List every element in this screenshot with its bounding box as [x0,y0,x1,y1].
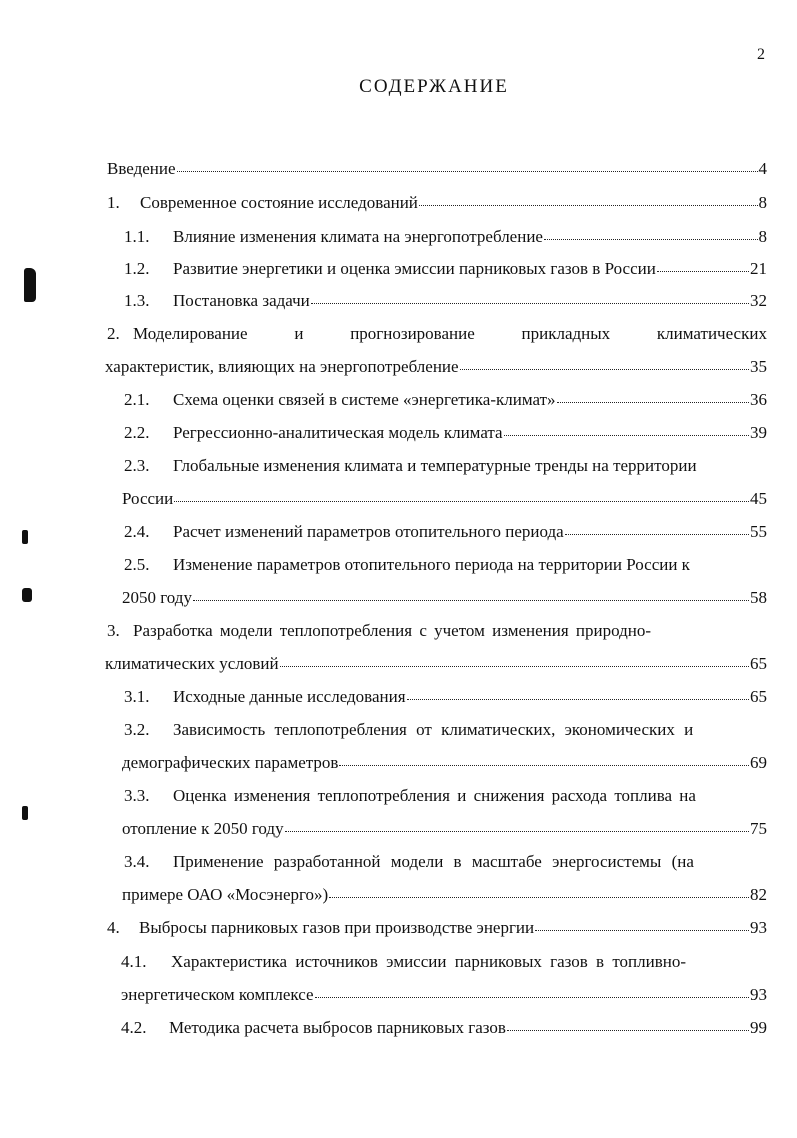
toc-entry-number: 4.2. [121,1018,147,1037]
toc-word: климатических [656,324,767,343]
toc-entry-text: Постановка задачи [173,291,310,310]
toc-leader [315,997,750,998]
scan-mark [22,530,28,544]
page-number: 2 [757,46,765,63]
toc-entry-text: характеристик, влияющих на энергопотребление [105,357,459,376]
toc-page-number: 69 [750,753,767,772]
toc-leader [329,897,749,898]
toc-entry-text: Развитие энергетики и оценка эмиссии парниковых газов в России [173,259,656,278]
toc-word: Моделирование [133,324,248,343]
toc-entry-text: демографических параметров [122,753,339,772]
toc-entry-text: Разработка модели теплопотребления с учетом изменения природно- [133,621,652,640]
toc-page-number: 93 [750,918,767,937]
toc-entry-text: Глобальные изменения климата и температурные тренды на территории [173,456,697,475]
toc-word: прикладных [521,324,611,343]
toc-entry-text: примере ОАО «Мосэнерго») [122,885,329,904]
toc-page-number: 55 [750,522,767,541]
toc-entry-text: Расчет изменений параметров отопительного периода [173,522,564,541]
toc-entry-text [133,325,767,342]
toc-entry-section-2-1[interactable] [124,391,767,408]
toc-entry-number: 1.1. [124,227,150,246]
toc-entry-text: Современное состояние исследований [140,193,418,212]
toc-entry-chapter-1[interactable] [107,194,767,211]
toc-leader [285,831,749,832]
toc-page-number: 8 [758,227,767,246]
toc-entry-section-3-2-line2[interactable] [122,754,767,771]
toc-entry-number: 2.1. [124,390,150,409]
toc-leader [419,205,758,206]
toc-entry-number: 1.2. [124,259,150,278]
toc-leader [174,501,749,502]
toc-leader [280,666,749,667]
toc-word: и [294,324,304,343]
toc-entry-section-4-1-line2[interactable] [121,986,767,1003]
toc-entry-text: Регрессионно-аналитическая модель климата [173,423,503,442]
toc-page-number: 35 [750,357,767,376]
toc-entry-number: 3.1. [124,687,150,706]
toc-leader [565,534,749,535]
toc-entry-chapter-4[interactable] [107,919,767,936]
toc-leader [557,402,750,403]
toc-entry-section-2-5-line2[interactable] [122,589,767,606]
toc-leader [339,765,749,766]
toc-entry-section-1-3[interactable] [124,292,767,309]
toc-leader [177,171,758,172]
toc-page-number: 93 [750,985,767,1004]
toc-entry-section-2-3-line2[interactable] [122,490,767,507]
page-title: СОДЕРЖАНИЕ [359,76,509,97]
toc-entry-section-4-2[interactable] [121,1019,767,1036]
toc-entry-number: 2.2. [124,423,150,442]
toc-entry-section-1-1[interactable] [124,228,767,245]
toc-page-number: 45 [750,489,767,508]
toc-leader [504,435,749,436]
toc-entry-text: климатических условий [105,654,279,673]
toc-leader [193,600,749,601]
toc-entry-text: Зависимость теплопотребления от климатических, экономических и [173,720,694,739]
toc-entry-number: 2. [107,324,120,343]
toc-entry-section-2-4[interactable] [124,523,767,540]
toc-entry-section-4-1-line1[interactable] [121,953,767,970]
toc-entry-chapter-2-line2[interactable] [105,358,767,375]
toc-entry-text: Введение [107,159,176,178]
toc-leader [507,1030,749,1031]
toc-page-number: 21 [750,259,767,278]
toc-entry-number: 1.3. [124,291,150,310]
toc-entry-section-3-4-line2[interactable] [122,886,767,903]
toc-leader [460,369,749,370]
toc-leader [544,239,758,240]
scan-mark [24,268,36,302]
toc-entry-text: Изменение параметров отопительного периода на территории России к [173,555,690,574]
toc-entry-text: России [122,489,174,508]
toc-page-number: 32 [750,291,767,310]
toc-page-number: 99 [750,1018,767,1037]
toc-entry-section-2-5-line1[interactable] [124,556,767,573]
toc-page-number: 75 [750,819,767,838]
toc-entry-chapter-3-line2[interactable] [105,655,767,672]
toc-entry-text: отопление к 2050 году [122,819,284,838]
toc-page-number: 65 [750,654,767,673]
toc-entry-number: 3.2. [124,720,150,739]
toc-page-number: 8 [758,193,767,212]
toc-page-number: 39 [750,423,767,442]
toc-entry-number: 1. [107,193,120,212]
toc-entry-text: Применение разработанной модели в масштабе энергосистемы (на [173,852,694,871]
toc-entry-number: 3.3. [124,786,150,805]
scan-mark [22,806,28,820]
toc-word: прогнозирование [350,324,475,343]
toc-entry-text: Влияние изменения климата на энергопотребление [173,227,543,246]
toc-entry-text: Методика расчета выбросов парниковых газов [169,1018,506,1037]
toc-page-number: 4 [758,159,767,178]
toc-entry-number: 3.4. [124,852,150,871]
toc-entry-number: 2.3. [124,456,150,475]
toc-entry-section-2-2[interactable] [124,424,767,441]
toc-entry-number: 3. [107,621,120,640]
toc-entry-number: 2.5. [124,555,150,574]
toc-leader [657,271,749,272]
toc-leader [311,303,749,304]
toc-entry-number: 4.1. [121,952,147,971]
toc-entry-text: 2050 году [122,588,192,607]
toc-entry-section-3-4-line1[interactable] [124,853,767,870]
toc-entry-chapter-2-line1[interactable] [107,325,767,342]
toc-page-number: 65 [750,687,767,706]
toc-entry-section-3-3-line1[interactable] [124,787,767,804]
toc-entry-text: Схема оценки связей в системе «энергетика-климат» [173,390,556,409]
toc-entry-section-3-3-line2[interactable] [122,820,767,837]
toc-entry-text: Выбросы парниковых газов при производстве энергии [139,918,535,937]
toc-page-number: 82 [750,885,767,904]
toc-page-number: 58 [750,588,767,607]
toc-leader [535,930,749,931]
toc-entry-chapter-3-line1[interactable] [107,622,767,639]
toc-entry-section-1-2[interactable] [124,260,767,277]
toc-entry-section-3-2-line1[interactable] [124,721,767,738]
toc-entry-text: Исходные данные исследования [173,687,406,706]
toc-entry-number: 2.4. [124,522,150,541]
scan-mark [22,588,32,602]
toc-entry-number: 4. [107,918,120,937]
toc-entry-section-2-3-line1[interactable] [124,457,767,474]
toc-entry-section-3-1[interactable] [124,688,767,705]
toc-entry-text: Оценка изменения теплопотребления и снижения расхода топлива на [173,786,696,805]
toc-entry-introduction[interactable] [107,160,767,177]
toc-leader [407,699,749,700]
toc-page-number: 36 [750,390,767,409]
toc-entry-text: энергетическом комплексе [121,985,314,1004]
toc-entry-text: Характеристика источников эмиссии парниковых газов в топливно- [171,952,686,971]
